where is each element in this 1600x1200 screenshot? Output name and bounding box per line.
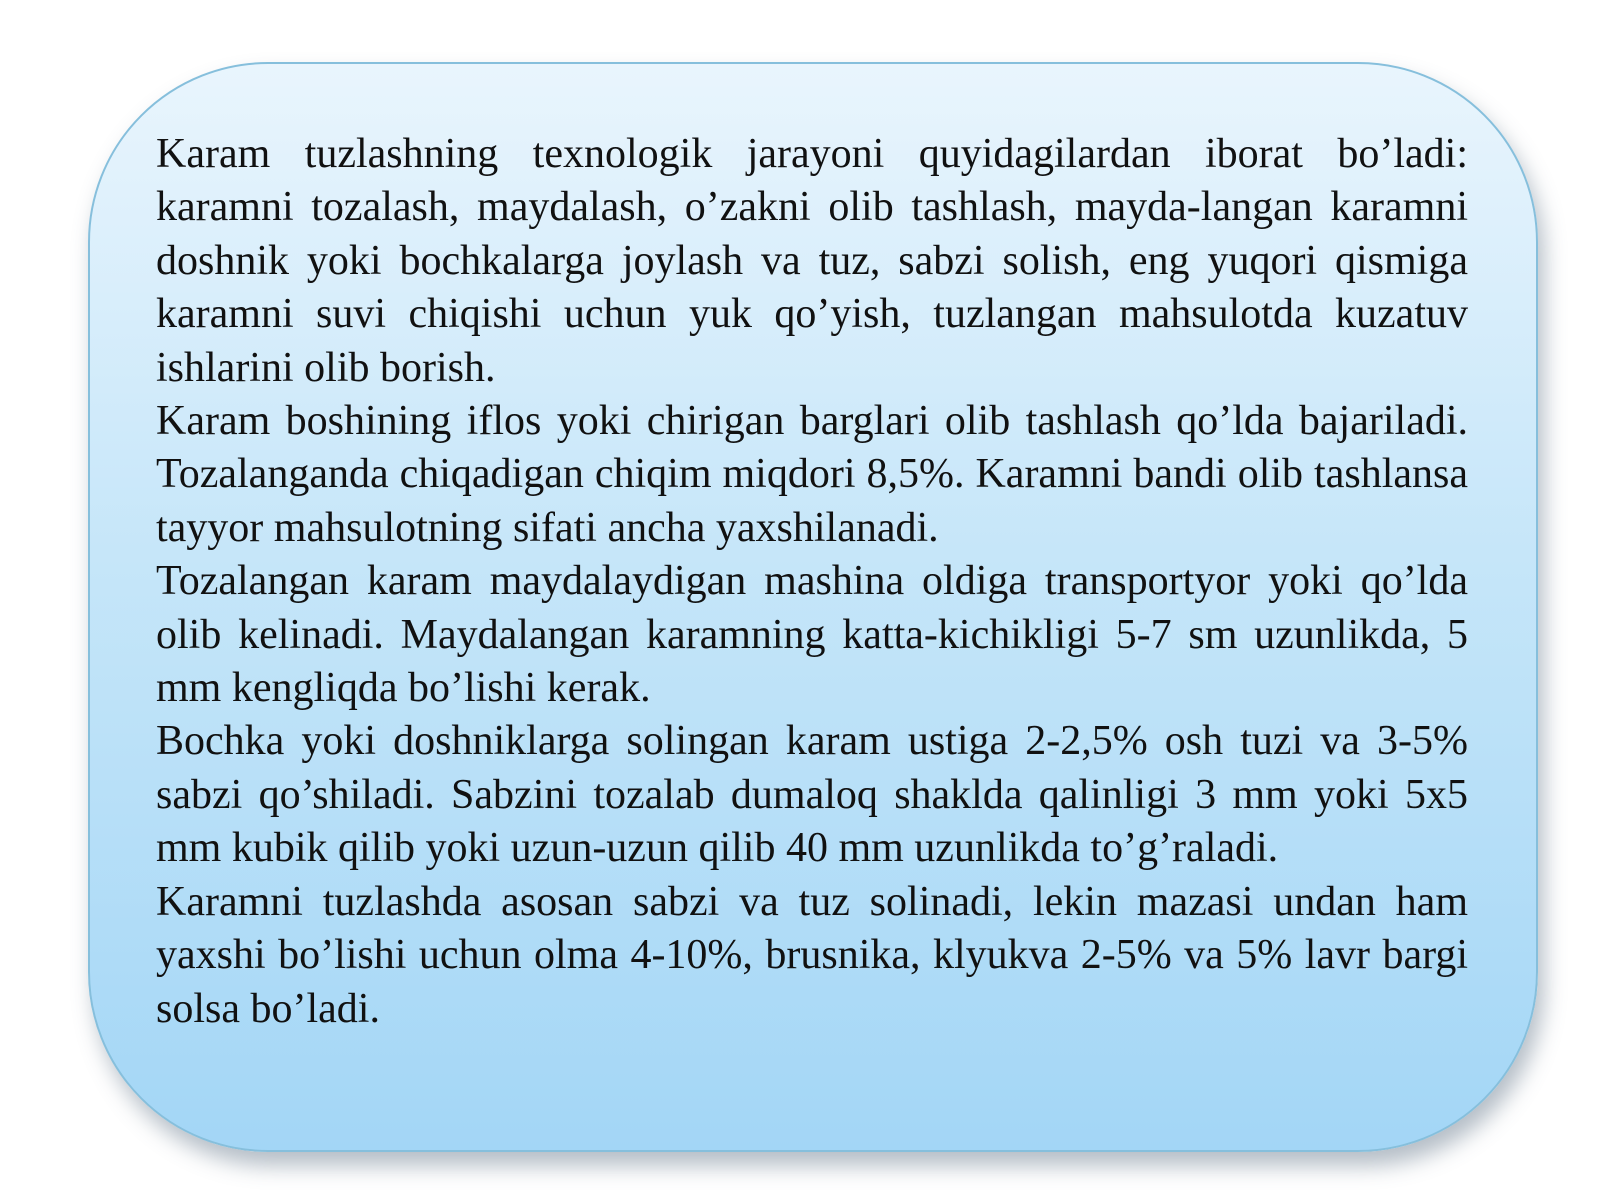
text-block [156,128,1468,1036]
paragraph-additives: Karamni tuzlashda asosan sabzi va tuz solinadi, lekin mazasi undan ham yaxshi bo’lishi uchun olma 4-10%, brusnika, klyukva 2-5% va 5% lavr bargi solsa bo’ladi. [156,878,1468,1032]
paragraph-cleaning: Karam boshining iflos yoki chirigan barglari olib tashlash qo’lda bajariladi. Tozalanganda chiqadigan chiqim miqdori 8,5%. Karamni bandi olib tashlansa tayyor mahsulotning sifati ancha yaxshilanadi. [156,398,1468,551]
paragraph-technology-process: Karam tuzlashning texnologik jarayoni quyidagilardan iborat bo’ladi: karamni tozalash, maydalash, o’zakni olib tashlash, mayda-langan karamni doshnik yoki bochkalarga joylash va tuz, sabzi solish, eng yuqori qismiga karamni suvi chiqishi uchun yuk qo’yish, tuzlangan mahsulotda kuzatuv ishlarini olib borish. [156,131,1468,391]
paragraph-shredding: Tozalangan karam maydalaydigan mashina oldiga transportyor yoki qo’lda olib kelinadi. Maydalangan karamning katta-kichikligi 5-7 sm uzunlikda, 5 mm kengliqda bo’lishi kerak. [156,558,1468,712]
paragraph-salt-carrot: Bochka yoki doshniklarga solingan karam ustiga 2-2,5% osh tuzi va 3-5% sabzi qo’shiladi. Sabzini tozalab dumaloq shaklda qalinligi 3 mm yoki 5x5 mm kubik qilib yoki uzun-uzun qilib 40 mm uzunlikda to’g’raladi. [156,718,1468,872]
